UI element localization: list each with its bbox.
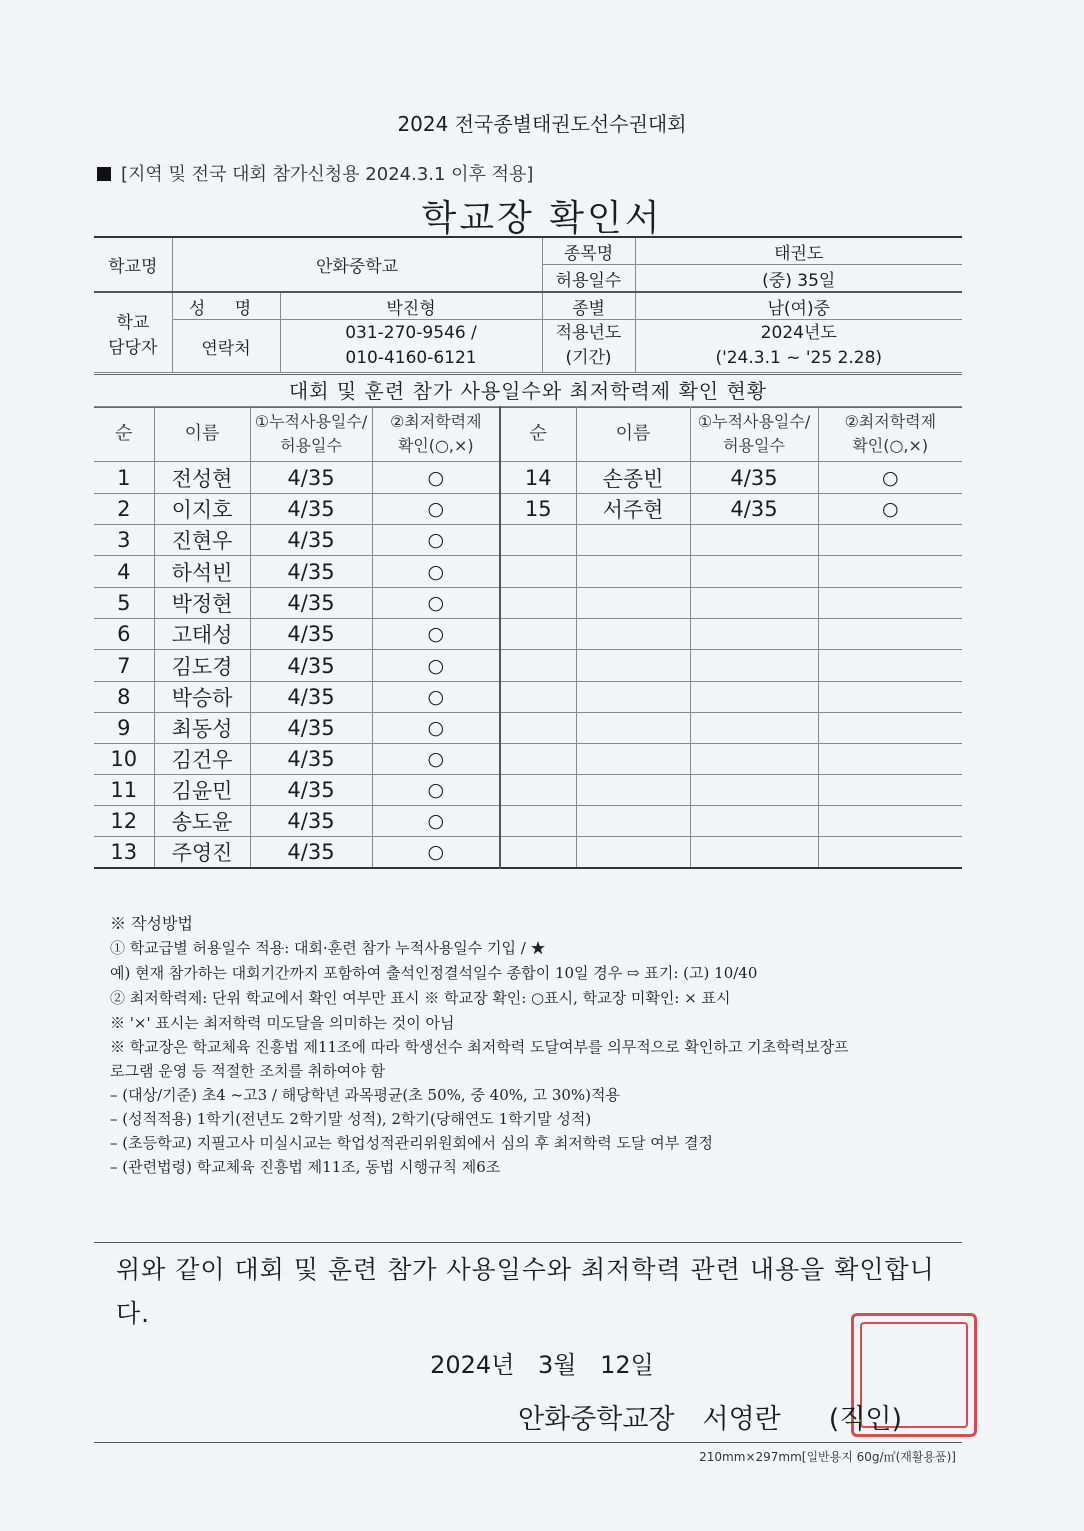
cell-mark: ○ xyxy=(372,713,500,744)
col-header-no: 순 xyxy=(500,407,576,462)
cell-no: 9 xyxy=(94,713,154,744)
col-header-name: 이름 xyxy=(154,407,250,462)
seal-label: (직인) xyxy=(828,1404,902,1435)
cell-no: 13 xyxy=(94,837,154,869)
event-value: 태권도 xyxy=(635,237,962,265)
cell-mark: ○ xyxy=(372,650,500,682)
cell-days: 4/35 xyxy=(250,806,372,837)
cell-no: 1 xyxy=(94,462,154,494)
year-value: 2024년도 ('24.3.1 ~ '25 2.28) xyxy=(635,320,962,373)
table-row xyxy=(94,775,962,806)
cell-mark xyxy=(818,837,962,869)
cell-no xyxy=(500,682,576,713)
cell-days xyxy=(690,806,818,837)
cell-name xyxy=(576,775,690,806)
cell-no xyxy=(500,619,576,650)
cell-name: 하석빈 xyxy=(154,556,250,588)
cell-days xyxy=(690,650,818,682)
table-row xyxy=(94,619,962,650)
cell-mark: ○ xyxy=(372,744,500,775)
cell-mark: ○ xyxy=(372,806,500,837)
allowed-days-value: (중) 35일 xyxy=(635,265,962,293)
cell-name xyxy=(576,650,690,682)
cell-mark xyxy=(818,744,962,775)
cell-days xyxy=(690,837,818,869)
cell-name: 고태성 xyxy=(154,619,250,650)
cell-mark: ○ xyxy=(372,837,500,869)
cell-no: 7 xyxy=(94,650,154,682)
cell-days xyxy=(690,588,818,619)
writing-instructions xyxy=(110,912,990,1179)
cell-days: 4/35 xyxy=(250,775,372,806)
school-value: 안화중학교 xyxy=(172,237,542,292)
signer-title: 안화중학교장 xyxy=(518,1404,675,1435)
divider xyxy=(94,1442,962,1443)
cell-no: 3 xyxy=(94,525,154,556)
col-header-days: ①누적사용일수/ 허용일수 xyxy=(690,407,818,462)
cell-name: 서주현 xyxy=(576,494,690,525)
date-day: 12일 xyxy=(600,1351,654,1379)
cell-days xyxy=(690,744,818,775)
school-info-table xyxy=(94,236,962,373)
table-row xyxy=(94,682,962,713)
instruction-line: ② 최저학력제: 단위 학교에서 확인 여부만 표시 ※ 학교장 확인: ○표시, 학교장 미확인: × 표시 xyxy=(110,989,731,1007)
cell-name: 이지호 xyxy=(154,494,250,525)
col-header-days: ①누적사용일수/ 허용일수 xyxy=(250,407,372,462)
col-header-min-academic: ②최저학력제 확인(○,×) xyxy=(372,407,500,462)
cell-name: 진현우 xyxy=(154,525,250,556)
cell-name: 김건우 xyxy=(154,744,250,775)
table-row xyxy=(94,744,962,775)
cell-name xyxy=(576,837,690,869)
subtitle-text: [지역 및 전국 대회 참가신청용 2024.3.1 이후 적용] xyxy=(121,164,534,185)
instruction-line: – (관련법령) 학교체육 진흥법 제11조, 동법 시행규칙 제6조 xyxy=(110,1158,501,1176)
cell-no xyxy=(500,775,576,806)
instruction-line: ※ 학교장은 학교체육 진흥법 제11조에 따라 학생선수 최저학력 도달여부를 의무적으로 확인하고 기초학력보장프 xyxy=(110,1038,849,1056)
event-title: 2024 전국종별태권도선수권대회 xyxy=(397,112,687,136)
cell-days: 4/35 xyxy=(250,744,372,775)
table-row xyxy=(94,806,962,837)
cell-no: 5 xyxy=(94,588,154,619)
cell-mark: ○ xyxy=(818,494,962,525)
divider xyxy=(94,1242,962,1243)
table-row xyxy=(94,650,962,682)
cell-mark: ○ xyxy=(372,494,500,525)
cell-no: 15 xyxy=(500,494,576,525)
cell-no xyxy=(500,556,576,588)
cell-days xyxy=(690,556,818,588)
instruction-line: – (초등학교) 지필고사 미실시교는 학업성적관리위원회에서 심의 후 최저학력 도달 여부 결정 xyxy=(110,1134,714,1152)
cell-name: 김윤민 xyxy=(154,775,250,806)
page-title: 학교장 확인서 xyxy=(421,198,663,239)
date-month: 3월 xyxy=(538,1351,577,1379)
cell-mark xyxy=(818,806,962,837)
cell-days xyxy=(690,525,818,556)
cell-no: 6 xyxy=(94,619,154,650)
cell-no xyxy=(500,837,576,869)
instruction-line: ※ 작성방법 xyxy=(110,914,193,933)
form-subtitle xyxy=(97,160,533,186)
instruction-line: 예) 현재 참가하는 대회기간까지 포함하여 출석인정결석일수 종합이 10일 경우 ⇨ 표기: (고) 10/40 xyxy=(110,964,758,982)
cell-name xyxy=(576,588,690,619)
athlete-roster-table xyxy=(94,406,962,869)
cell-no: 11 xyxy=(94,775,154,806)
cell-days: 4/35 xyxy=(250,494,372,525)
cell-mark: ○ xyxy=(372,619,500,650)
cell-days: 4/35 xyxy=(250,682,372,713)
cell-mark xyxy=(818,775,962,806)
cell-name xyxy=(576,744,690,775)
cell-name: 전성현 xyxy=(154,462,250,494)
table-row xyxy=(94,525,962,556)
cell-mark xyxy=(818,713,962,744)
cell-mark xyxy=(818,682,962,713)
instruction-line: – (성적적용) 1학기(전년도 2학기말 성적), 2학기(당해연도 1학기말 성적) xyxy=(110,1110,592,1128)
cell-no xyxy=(500,525,576,556)
date-year: 2024년 xyxy=(430,1351,515,1379)
cell-name xyxy=(576,525,690,556)
manager-label: 학교 담당자 xyxy=(94,292,172,373)
instruction-line: 로그램 운영 등 적절한 조치를 취하여야 함 xyxy=(110,1062,385,1080)
cell-no: 10 xyxy=(94,744,154,775)
cell-days: 4/35 xyxy=(250,837,372,869)
col-header-name: 이름 xyxy=(576,407,690,462)
table-row xyxy=(94,837,962,869)
cell-name: 박정현 xyxy=(154,588,250,619)
cell-no xyxy=(500,744,576,775)
paper-spec: 210mm×297mm[일반용지 60g/㎡(재활용품)] xyxy=(699,1450,956,1464)
cell-mark xyxy=(818,556,962,588)
cell-no xyxy=(500,806,576,837)
cell-mark: ○ xyxy=(818,462,962,494)
event-label: 종목명 xyxy=(542,237,635,265)
cell-name xyxy=(576,682,690,713)
cell-days: 4/35 xyxy=(690,462,818,494)
category-value: 남(여)중 xyxy=(635,292,962,320)
cell-no: 12 xyxy=(94,806,154,837)
contact-value: 031-270-9546 / 010-4160-6121 xyxy=(280,320,542,373)
instruction-line: – (대상/기준) 초4 ~고3 / 해당학년 과목평균(초 50%, 중 40%, 고 30%)적용 xyxy=(110,1086,620,1104)
cell-mark: ○ xyxy=(372,682,500,713)
cell-name: 박승하 xyxy=(154,682,250,713)
cell-mark xyxy=(818,525,962,556)
instruction-line: ※ '×' 표시는 최저학력 미도달을 의미하는 것이 아님 xyxy=(110,1014,455,1032)
table-row xyxy=(94,713,962,744)
cell-days: 4/35 xyxy=(250,588,372,619)
cell-name: 송도윤 xyxy=(154,806,250,837)
school-label: 학교명 xyxy=(94,237,172,292)
cell-name: 김도경 xyxy=(154,650,250,682)
contact-label: 연락처 xyxy=(172,320,280,373)
cell-name xyxy=(576,806,690,837)
cell-mark xyxy=(818,588,962,619)
cell-no xyxy=(500,588,576,619)
cell-mark: ○ xyxy=(372,588,500,619)
cell-mark: ○ xyxy=(372,556,500,588)
cell-name xyxy=(576,713,690,744)
cell-mark xyxy=(818,650,962,682)
cell-days: 4/35 xyxy=(690,494,818,525)
cell-no: 4 xyxy=(94,556,154,588)
cell-days: 4/35 xyxy=(250,525,372,556)
cell-days: 4/35 xyxy=(250,462,372,494)
cell-mark: ○ xyxy=(372,775,500,806)
cell-days xyxy=(690,713,818,744)
category-label: 종별 xyxy=(542,292,635,320)
cell-name xyxy=(576,556,690,588)
col-header-no: 순 xyxy=(94,407,154,462)
col-header-min-academic: ②최저학력제 확인(○,×) xyxy=(818,407,962,462)
cell-days xyxy=(690,619,818,650)
cell-name: 주영진 xyxy=(154,837,250,869)
instruction-line: ① 학교급별 허용일수 적용: 대회·훈련 참가 누적사용일수 기입 / ★ xyxy=(110,939,546,957)
cell-days: 4/35 xyxy=(250,619,372,650)
allowed-days-label: 허용일수 xyxy=(542,265,635,293)
confirmation-statement: 위와 같이 대회 및 훈련 참가 사용일수와 최저학력 관련 내용을 확인합니다. xyxy=(116,1255,935,1328)
cell-no: 14 xyxy=(500,462,576,494)
principal-name: 서영란 xyxy=(702,1404,781,1435)
cell-days xyxy=(690,775,818,806)
table-row xyxy=(94,556,962,588)
cell-mark: ○ xyxy=(372,462,500,494)
signature-line xyxy=(518,1397,902,1436)
table-row xyxy=(94,588,962,619)
cell-no: 2 xyxy=(94,494,154,525)
cell-name: 최동성 xyxy=(154,713,250,744)
name-value: 박진형 xyxy=(280,292,542,320)
cell-days: 4/35 xyxy=(250,650,372,682)
name-label: 성 명 xyxy=(172,292,280,320)
table-row xyxy=(94,462,962,494)
cell-mark: ○ xyxy=(372,525,500,556)
status-section-title: 대회 및 훈련 참가 사용일수와 최저학력제 확인 현황 xyxy=(94,374,962,408)
cell-no xyxy=(500,650,576,682)
cell-days xyxy=(690,682,818,713)
cell-mark xyxy=(818,619,962,650)
cell-name: 손종빈 xyxy=(576,462,690,494)
cell-name xyxy=(576,619,690,650)
table-row xyxy=(94,494,962,525)
cell-days: 4/35 xyxy=(250,556,372,588)
cell-no: 8 xyxy=(94,682,154,713)
square-bullet-icon xyxy=(97,167,111,181)
year-label: 적용년도 (기간) xyxy=(542,320,635,373)
cell-no xyxy=(500,713,576,744)
cell-days: 4/35 xyxy=(250,713,372,744)
